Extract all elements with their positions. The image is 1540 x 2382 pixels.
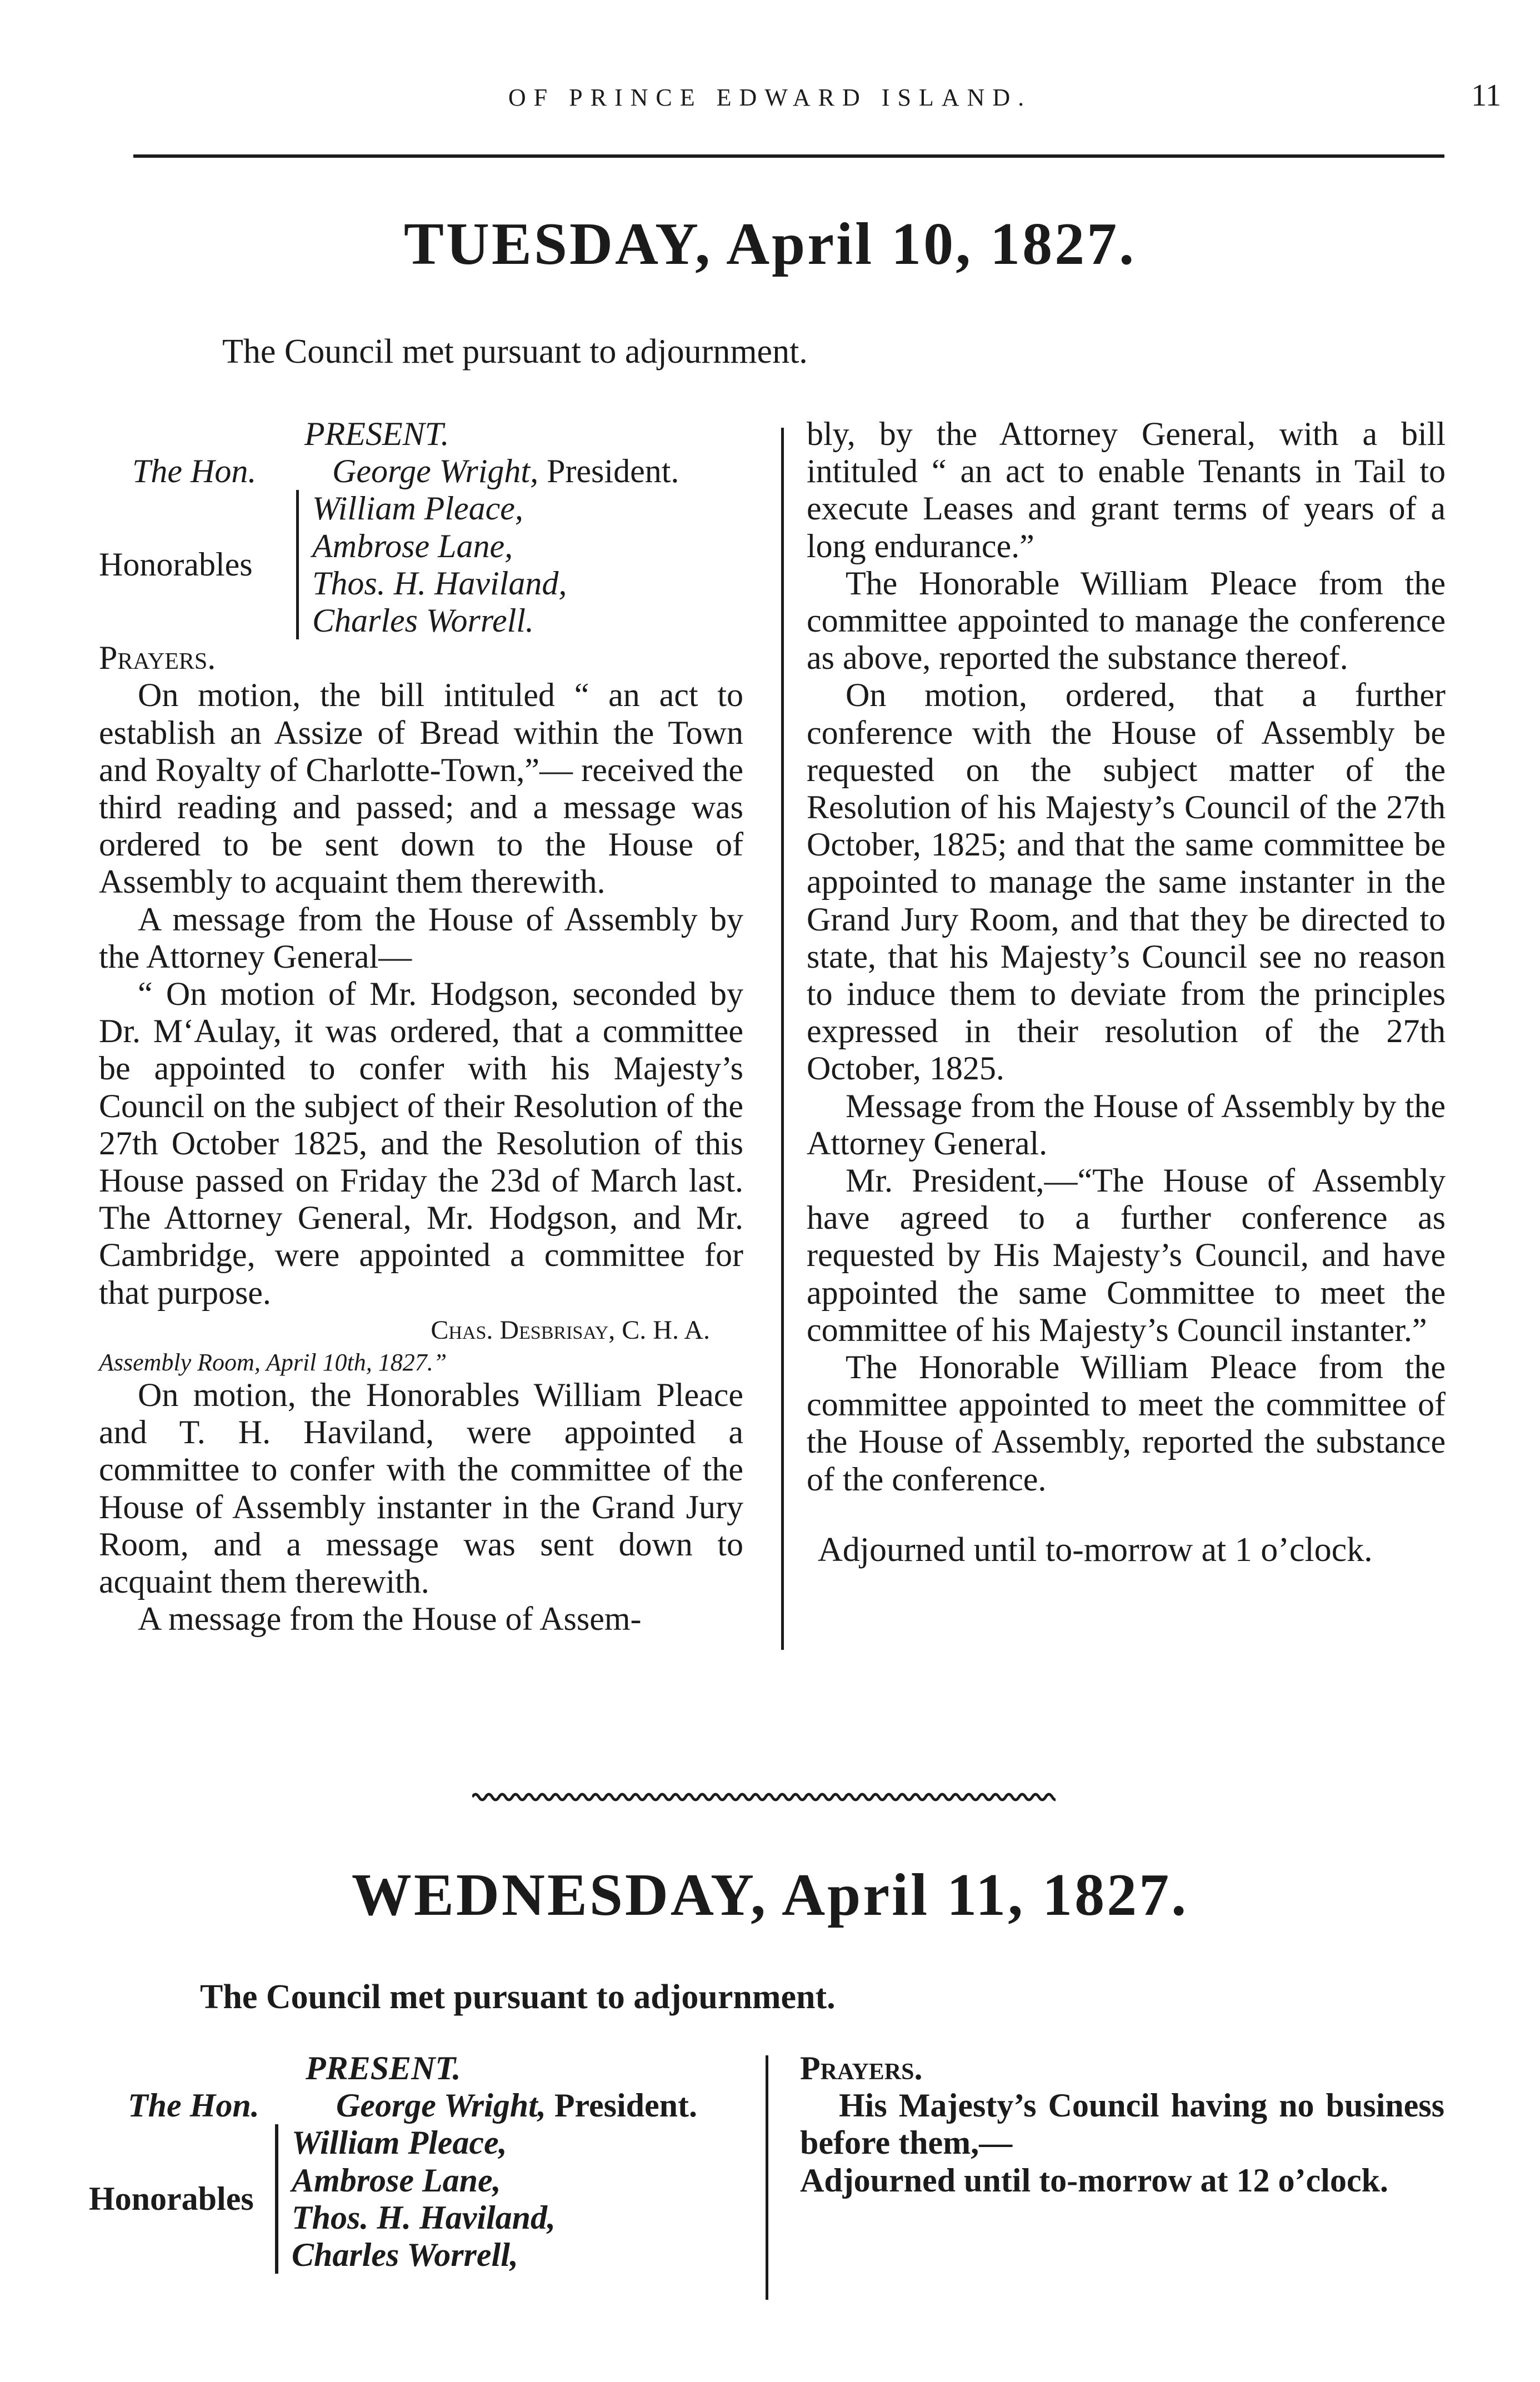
honorables-list <box>296 490 567 639</box>
paragraph: A message from the House of Assembly by the Attorney General— <box>99 900 743 975</box>
honorable-name: Ambrose Lane, <box>312 527 513 564</box>
header-rule <box>133 154 1444 158</box>
adjourned-line: Adjourned until to-morrow at 1 o’clock. <box>818 1530 1373 1569</box>
president-title: President. <box>547 453 679 490</box>
honorable-name: Charles Worrell. <box>312 602 534 639</box>
paragraph: Mr. President,—“The House of Assembly have agreed to a further conference as requested by His Majesty’s Council, and have appointed the same Committee to meet the committee of his Majesty’s Council instanter.” <box>807 1162 1446 1348</box>
session-1-met-line: The Council met pursuant to adjournment. <box>222 333 808 371</box>
present-label: PRESENT. <box>304 416 449 452</box>
honorable-name: William Pleace, <box>312 490 523 527</box>
wavy-separator <box>472 1789 1056 1805</box>
prayers-label: Prayers. <box>800 2050 923 2086</box>
honorable-name: Ambrose Lane, <box>292 2161 501 2199</box>
signature-place: Assembly Room, April 10th, 1827.” <box>99 1349 447 1377</box>
page-number: 11 <box>1471 78 1501 113</box>
honorables-block <box>89 2124 744 2274</box>
honorables-block <box>99 490 743 639</box>
paragraph: On motion, the bill intituled “ an act to establish an Assize of Bread within the Town and Royalty of Charlotte-Town,”— received the third reading and passed; and a message was ordered to be sent down to the House of Assembly to acquaint them therewith. <box>99 677 743 900</box>
session-2-left-column <box>89 2050 744 2274</box>
paragraph: The Honorable William Pleace from the committee appointed to manage the conference as above, reported the substance thereof. <box>807 564 1446 677</box>
session-2-right-column <box>800 2050 1444 2199</box>
paragraph: A message from the House of Assem- <box>138 1600 642 1638</box>
president-line <box>99 453 743 490</box>
paragraph: His Majesty’s Council having no business before them,— <box>800 2087 1444 2161</box>
hon-label: The Hon. <box>132 453 257 490</box>
honorables-label: Honorables <box>99 546 253 583</box>
paragraph: Message from the House of Assembly by the Attorney General. <box>807 1087 1446 1162</box>
session-1-left-column <box>99 416 743 1638</box>
honorables-label: Honorables <box>89 2180 254 2218</box>
running-head: OF PRINCE EDWARD ISLAND. <box>508 84 1032 111</box>
session-2-met-line: The Council met pursuant to adjournment. <box>200 1978 836 2016</box>
honorable-name: Thos. H. Haviland, <box>292 2199 556 2236</box>
column-divider <box>766 2055 768 2300</box>
paragraph: On motion, ordered, that a further conference with the House of Assembly be requested on the subject matter of the Resolution of his Majesty’s Council of the 27th October, 1825; and that the same committee be appointed to manage the same instanter in the Grand Jury Room, and that they be directed to state, that his Majesty’s Council see no reason to induce them to deviate from the principles expressed in their resolution of the 27th October, 1825. <box>807 677 1446 1087</box>
column-divider <box>781 428 784 1650</box>
paragraph: bly, by the Attorney General, with a bill intituled “ an act to enable Tenants in Tail to execute Leases and grant terms of years of a long endurance.” <box>807 416 1446 564</box>
president-line <box>89 2087 744 2124</box>
paragraph: On motion, the Honorables William Pleace and T. H. Haviland, were appointed a committee to confer with the committee of the House of Assembly instanter in the Grand Jury Room, and a message was sent down to acquaint them therewith. <box>99 1377 743 1600</box>
session-2-date-heading: WEDNESDAY, April 11, 1827. <box>351 1862 1189 1928</box>
hon-label: The Hon. <box>128 2087 259 2124</box>
honorables-list <box>275 2124 556 2274</box>
adjourned-line: Adjourned until to-morrow at 12 o’clock. <box>800 2161 1388 2199</box>
paragraph: “ On motion of Mr. Hodgson, seconded by Dr. M‘Aulay, it was ordered, that a committee be appointed to confer with his Majesty’s Council on the subject of their Resolution of the 27th October 1825, and the Resolution of this House passed on Friday the 23d of March last. The Attorney General, Mr. Hodgson, and Mr. Cambridge, were appointed a committee for that purpose. <box>99 975 743 1311</box>
present-label: PRESENT. <box>306 2050 461 2086</box>
session-1-right-column <box>807 416 1446 1569</box>
honorable-name: Thos. H. Haviland, <box>312 564 567 602</box>
honorable-name: Charles Worrell, <box>292 2236 518 2274</box>
paragraph: The Honorable William Pleace from the committee appointed to meet the committee of the House of Assembly, reported the substance of the conference. <box>807 1349 1446 1498</box>
president-name: George Wright, <box>332 453 539 490</box>
president-name: George Wright, <box>336 2087 546 2124</box>
honorable-name: William Pleace, <box>292 2124 507 2161</box>
signature: Chas. Desbrisay, C. H. A. <box>431 1315 710 1345</box>
president-title: President. <box>554 2087 698 2124</box>
session-1-date-heading: TUESDAY, April 10, 1827. <box>403 211 1137 277</box>
prayers-label: Prayers. <box>99 639 216 677</box>
